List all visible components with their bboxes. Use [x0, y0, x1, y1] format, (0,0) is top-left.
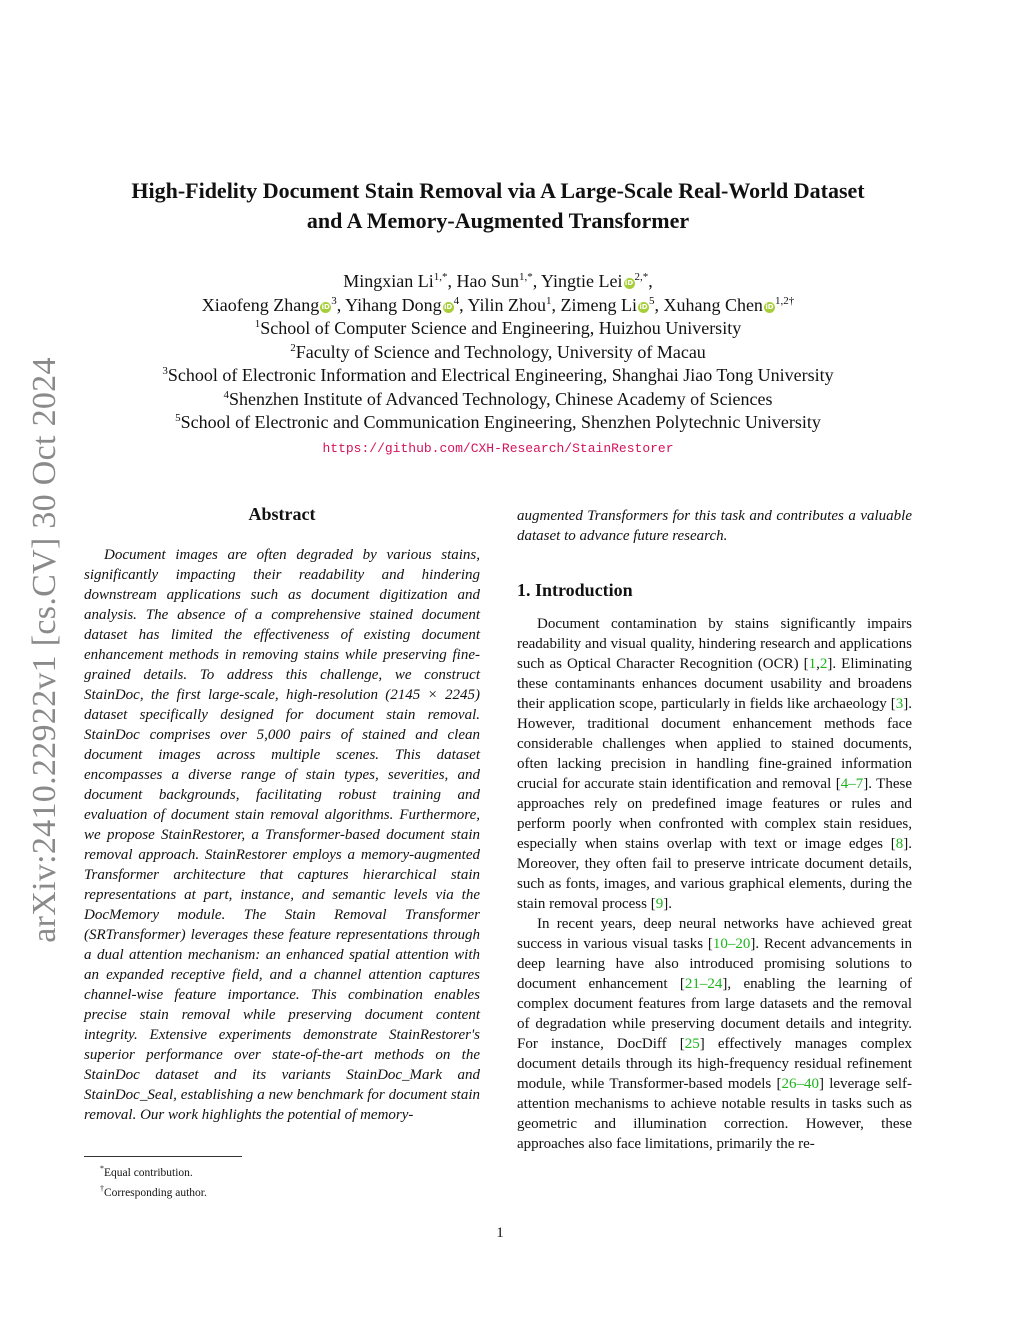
affiliation-4 — [70, 388, 926, 412]
author-name: Yilin Zhou — [467, 294, 546, 315]
author-affiliation-sup: 5 — [648, 294, 655, 307]
text-run: , — [816, 656, 820, 672]
affiliation-text: School of Computer Science and Engineering, Huizhou University — [260, 318, 742, 338]
affiliation-text: Faculty of Science and Technology, University of Macau — [295, 341, 706, 362]
orcid-icon[interactable]: iD — [765, 302, 774, 311]
text-run: ]. These approaches rely on predefined image features or rules and perform poorly when confronted with complex stain residues, especially when stains overlap with text or image edges [ — [517, 776, 912, 852]
abstract-continuation-text: augmented Transformers for this task and contributes a valuable dataset to advance future research. — [517, 508, 912, 544]
title-line-1: High-Fidelity Document Stain Removal via A Large-Scale Real-World Dataset — [131, 178, 865, 203]
text-run: ]. However, traditional document enhancement methods face considerable challenges when applied to stained documents, often lacking precision in handling fine-grained information crucial for accurate stain identification and removal [ — [517, 696, 912, 792]
footnote-corresponding-author — [100, 1181, 207, 1201]
paper-title — [60, 176, 936, 236]
citation-link[interactable]: 21–24 — [684, 976, 723, 992]
footnote-divider — [84, 1156, 242, 1157]
orcid-icon[interactable]: iD — [444, 302, 453, 311]
text-run: ]. Recent advancements in deep learning have also introduced promising solutions to document enhancement [ — [517, 936, 912, 992]
footnote-text: Corresponding author. — [104, 1186, 207, 1199]
affiliation-sup: 2 — [290, 341, 296, 354]
author-affiliation-sup: 1,2† — [774, 294, 795, 307]
text-run: ] effectively manages complex document details through its high-frequency residual refinement module, while Transformer-based models [ — [517, 1036, 912, 1092]
affiliation-text: School of Electronic Information and Electrical Engineering, Shanghai Jiao Tong University — [167, 365, 834, 385]
page-number: 1 — [496, 1225, 504, 1241]
intro-paragraph-1 — [517, 614, 912, 914]
citation-link[interactable]: 25 — [684, 1036, 700, 1052]
affiliation-1 — [70, 317, 926, 341]
citation-link[interactable]: 26–40 — [781, 1076, 819, 1092]
footnote-mark: * — [100, 1164, 104, 1173]
author-line-1: Mingxian $Li^{1,*}$, Hao Sun$^{1,*}$, Yingtie Lei $iD^{2,*}$, — [343, 271, 653, 291]
footnote-equal-contribution — [100, 1161, 207, 1181]
author-line-2: Xiaofeng Zhang $iD^3$, Yihang Dong $iD^4$, Yilin Zhou$^1$, Zimeng Li $iD^5$, Xuhang Chen $iD^{1,2\dagger}$ — [201, 294, 795, 315]
citation-link[interactable]: 1 — [808, 656, 817, 672]
intro-paragraph-2 — [517, 914, 912, 1154]
section-heading-introduction: 1. Introduction — [517, 580, 633, 600]
author-affiliation-sup: 3 — [331, 294, 337, 307]
author-affiliation-sup: 1 — [545, 294, 552, 307]
author-affiliation-sup: 2,* — [634, 271, 649, 283]
abstract-body — [84, 545, 480, 1125]
text-run: ]. Moreover, they often fail to preserve intricate document details, such as fonts, images, and various graphical elements, during the stain removal process [ — [517, 836, 912, 912]
citation-link[interactable]: 4–7 — [840, 776, 864, 792]
text-run: ] leverage self-attention mechanisms to achieve notable results in tasks such as geometric and illumination correction. However, these approaches also face limitations, primarily the re- — [517, 1076, 912, 1152]
citation-link[interactable]: 10–20 — [712, 936, 751, 952]
abstract-paragraph: Document images are often degraded by various stains, significantly impacting their readability and hindering downstream applications such as document digitization and analysis. The absence of a comprehensive stained document dataset has limited the effectiveness of existing document enhancement methods in removing stains while preserving fine-grained details. To address this challenge, we construct StainDoc, the first large-scale, high-resolution (2145 × 2245) dataset specifically designed for document stain removal. StainDoc comprises over 5,000 pairs of stained and clean document images across multiple scenes. This dataset encompasses a diverse range of stain types, severities, and document backgrounds, facilitating robust training and evaluation of document stain removal algorithms. Furthermore, we propose StainRestorer, a Transformer-based document stain removal approach. StainRestorer employs a memory-augmented Transformer architecture that captures hierarchical stain representations at part, instance, and semantic levels via the DocMemory module. The Stain Removal Transformer (SRTransformer) leverages these feature representations through a dual attention mechanism: an enhanced spatial attention with an expanded receptive field, and a channel attention captures channel-wise feature importance. This combination enables precise stain removal while preserving document content integrity. Extensive experiments demonstrate StainRestorer's superior performance over state-of-the-art methods on the StainDoc dataset and its variants StainDoc_Mark and StainDoc_Seal, establishing a new benchmark for document stain removal. Our work highlights the potential of memory- — [84, 547, 480, 1123]
affiliation-2 — [70, 341, 926, 365]
author-name: Xiaofeng Zhang — [201, 294, 320, 315]
author-name: Hao Sun — [456, 271, 519, 291]
affiliation-5 — [70, 411, 926, 435]
orcid-icon[interactable]: iD — [321, 302, 330, 311]
citation-link[interactable]: 2 — [819, 656, 828, 672]
author-block — [70, 270, 926, 460]
introduction-body — [517, 614, 912, 1154]
text-run: Document contamination by stains significantly impairs readability and visual quality, hindering research and applications such as Optical Character Recognition (OCR) [ — [517, 616, 912, 672]
affiliation-text: Shenzhen Institute of Advanced Technology, Chinese Academy of Sciences — [228, 388, 773, 409]
author-name: Mingxian Li — [343, 271, 434, 291]
text-run: ]. Eliminating these contaminants enhances document usability and broadens their application scope, particularly in fields like archaeology [ — [517, 656, 912, 712]
abstract-heading: Abstract — [248, 504, 316, 524]
author-affiliation-sup: 1,* — [433, 271, 448, 283]
text-run: ], enabling the learning of complex document features from large datasets and the removal of degradation while preserving document details and integrity. For instance, DocDiff [ — [517, 976, 912, 1052]
github-link[interactable]: https://github.com/CXH-Research/StainRestorer — [322, 440, 674, 456]
author-name: Zimeng Li — [560, 294, 637, 315]
author-name: Yihang Dong — [345, 294, 442, 315]
arxiv-stamp: arXiv:2410.22922v1 [cs.CV] 30 Oct 2024 — [26, 357, 63, 943]
title-line-2: and A Memory-Augmented Transformer — [306, 208, 690, 233]
author-name: Yingtie Lei — [541, 271, 623, 291]
citation-link[interactable]: 9 — [655, 896, 664, 912]
citation-link[interactable]: 8 — [895, 836, 904, 852]
footnote-text: Equal contribution. — [104, 1166, 193, 1179]
affiliation-sup: 4 — [223, 388, 229, 401]
github-link-row — [70, 435, 926, 461]
abstract-continuation — [517, 506, 912, 546]
text-run: ]. — [663, 896, 672, 912]
author-affiliation-sup: 1,* — [518, 271, 533, 283]
affiliation-3 — [70, 364, 926, 388]
citation-link[interactable]: 3 — [895, 696, 904, 712]
footnotes — [100, 1161, 207, 1201]
author-name: Xuhang Chen — [663, 294, 763, 315]
orcid-icon[interactable]: iD — [639, 302, 648, 311]
author-affiliation-sup: 4 — [453, 294, 460, 307]
affiliation-text: School of Electronic and Communication Engineering, Shenzhen Polytechnic University — [180, 412, 821, 432]
text-run: In recent years, deep neural networks have achieved great success in various visual tasks [ — [517, 916, 912, 952]
affiliation-sup: 5 — [175, 412, 181, 424]
affiliation-sup: 1 — [254, 318, 261, 330]
footnote-mark: † — [100, 1183, 104, 1193]
affiliation-sup: 3 — [162, 365, 168, 377]
orcid-icon[interactable]: iD — [624, 279, 634, 287]
